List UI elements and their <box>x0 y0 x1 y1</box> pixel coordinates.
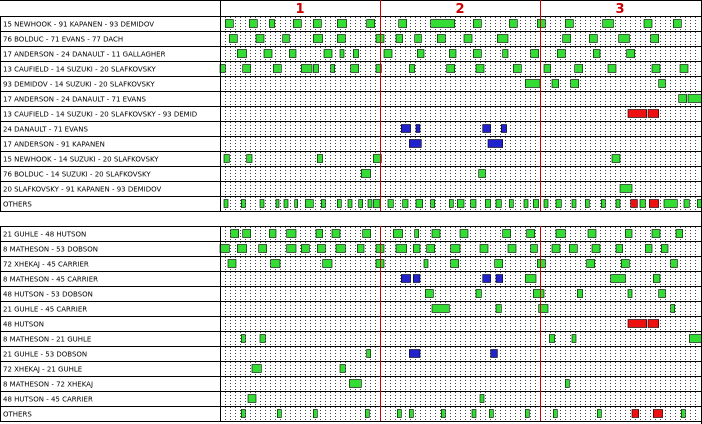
shift-bar <box>437 35 445 43</box>
row-label: 72 XHEKAJ - 21 GUHLE <box>3 365 83 374</box>
shift-bar <box>611 275 626 283</box>
shift-bar <box>587 260 595 268</box>
shift-bar <box>351 65 359 73</box>
shift-bar <box>496 275 503 283</box>
shift-bar <box>337 35 345 43</box>
shift-bar <box>337 200 341 208</box>
shift-bar <box>399 20 407 28</box>
shift-bar <box>401 125 410 133</box>
shift-bar <box>483 275 491 283</box>
shift-bar <box>544 65 551 73</box>
shift-bar <box>684 200 689 208</box>
row-label: 48 HUTSON <box>3 320 44 329</box>
shift-bar <box>509 20 517 28</box>
row-label: 8 MATHESON - 72 XHEKAJ <box>3 380 94 389</box>
shift-bar <box>317 245 325 253</box>
shift-bar <box>384 50 392 58</box>
shift-bar <box>416 200 423 208</box>
shift-bar <box>416 125 420 133</box>
shift-bar <box>589 35 597 43</box>
shift-bar <box>359 200 363 208</box>
shift-bar <box>248 395 256 403</box>
shift-bar <box>625 230 632 238</box>
shift-bar <box>367 350 371 358</box>
shift-bar <box>628 110 647 118</box>
shift-bar <box>457 200 464 208</box>
row-label: 21 GUHLE - 53 DOBSON <box>3 350 88 359</box>
shift-bar <box>409 410 413 418</box>
shift-bar <box>679 95 687 103</box>
shift-bar <box>565 380 569 388</box>
row-label: OTHERS <box>3 200 32 209</box>
shift-bar <box>321 200 325 208</box>
shift-bar <box>241 335 245 343</box>
shift-bar <box>495 260 503 268</box>
shift-bar <box>527 230 535 238</box>
panel-2 <box>0 226 702 422</box>
shift-bar <box>503 230 511 238</box>
shift-bar <box>585 200 589 208</box>
shift-bar <box>531 245 538 253</box>
row-label: 20 SLAFKOVSKY - 91 KAPANEN - 93 DEMIDOV <box>3 185 162 194</box>
row-label: 8 MATHESON - 53 DOBSON <box>3 245 98 254</box>
shift-bar <box>269 20 274 28</box>
shift-bar <box>496 305 501 313</box>
shift-bar <box>259 245 267 253</box>
row-label: 21 GUHLE - 45 CARRIER <box>3 305 88 314</box>
shift-bar <box>648 110 659 118</box>
shift-bar <box>295 200 298 208</box>
row-label: 21 GUHLE - 48 HUTSON <box>3 230 87 239</box>
shift-bar <box>552 245 560 253</box>
line-row <box>0 197 702 209</box>
shift-bar <box>373 200 380 208</box>
shift-bar <box>269 230 276 238</box>
shift-bar <box>533 290 544 298</box>
shift-bar <box>247 155 252 163</box>
shift-bar <box>249 20 257 28</box>
shift-bar <box>593 50 600 58</box>
shift-bar <box>271 260 280 268</box>
shift-bar <box>632 410 639 418</box>
shift-bar <box>556 230 565 238</box>
shift-bar <box>313 35 322 43</box>
shift-bar <box>473 20 481 28</box>
shift-bar <box>612 155 620 163</box>
shift-bar <box>476 290 481 298</box>
shift-bar <box>501 125 506 133</box>
shift-bar <box>305 200 313 208</box>
shift-bar <box>293 20 301 28</box>
shift-bar <box>460 230 468 238</box>
shift-bar <box>565 20 573 28</box>
shift-bar <box>681 410 685 418</box>
shift-bar <box>680 65 688 73</box>
shift-bar <box>409 140 421 148</box>
shift-bar <box>287 245 296 253</box>
shift-bar <box>224 155 229 163</box>
shift-bar <box>572 200 576 208</box>
shift-bar <box>491 350 498 358</box>
shift-bar <box>616 200 620 208</box>
shift-bar <box>496 200 501 208</box>
shift-bar <box>256 35 264 43</box>
shift-bar <box>619 35 630 43</box>
shift-bar <box>601 200 605 208</box>
shift-bar <box>264 50 272 58</box>
shift-bar <box>524 200 528 208</box>
line-row <box>0 62 702 74</box>
row-label: 17 ANDERSON - 24 DANAULT - 11 GALLAGHER <box>3 50 166 59</box>
shift-bar <box>525 80 540 88</box>
shift-bar <box>231 230 239 238</box>
row-label: 76 BOLDUC - 14 SUZUKI - 20 SLAFKOVSKY <box>3 170 151 179</box>
row-label: 13 CAUFIELD - 14 SUZUKI - 20 SLAFKOVSKY - 93 DEMID <box>3 110 198 119</box>
shift-bar <box>476 65 484 73</box>
shift-bar <box>471 200 476 208</box>
shift-bar <box>237 50 246 58</box>
shift-bar <box>659 290 666 298</box>
line-rows <box>0 16 702 422</box>
shift-bar <box>533 200 538 208</box>
row-label: OTHERS <box>3 410 32 419</box>
shift-bar <box>697 200 701 208</box>
shift-bar <box>652 65 660 73</box>
row-label: 48 HUTSON - 53 DOBSON <box>3 290 93 299</box>
shift-bar <box>237 245 246 253</box>
shift-bar <box>324 50 332 58</box>
shift-bar <box>283 35 290 43</box>
shift-bar <box>348 200 352 208</box>
shift-bar <box>473 50 481 58</box>
shift-bar <box>645 245 652 253</box>
shift-bar <box>659 80 666 88</box>
shift-bar <box>449 200 453 208</box>
shift-bar <box>368 200 372 208</box>
shift-bar <box>553 410 557 418</box>
shift-bar <box>388 200 393 208</box>
shift-bar <box>260 335 265 343</box>
shift-bar <box>603 20 614 28</box>
shift-bar <box>415 35 422 43</box>
shift-bar <box>451 245 460 253</box>
period-label-3: 3 <box>615 2 625 17</box>
shift-bar <box>413 275 420 283</box>
shift-bar <box>241 410 245 418</box>
shift-bar <box>631 200 638 208</box>
shift-bar <box>252 365 261 373</box>
shift-bar <box>489 410 493 418</box>
row-label: 48 HUTSON - 45 CARRIER <box>3 395 93 404</box>
shift-bar <box>243 230 251 238</box>
shift-bar <box>353 50 358 58</box>
shift-bar <box>396 245 407 253</box>
shift-bar <box>472 410 476 418</box>
shift-bar <box>689 335 702 343</box>
shift-bar <box>537 260 545 268</box>
shift-bar <box>229 35 237 43</box>
shift-bar <box>301 65 312 73</box>
shift-bar <box>479 170 486 178</box>
shift-bar <box>575 65 583 73</box>
row-label: 24 DANAULT - 71 EVANS <box>3 125 88 134</box>
shift-bar <box>608 65 616 73</box>
shift-bar <box>316 230 323 238</box>
shift-bar <box>424 260 428 268</box>
shift-bar <box>361 170 370 178</box>
shift-bar <box>401 275 410 283</box>
shift-bar <box>409 65 414 73</box>
shift-bar <box>313 65 318 73</box>
shift-bar <box>616 245 623 253</box>
shift-bar <box>447 65 455 73</box>
shift-bar <box>367 20 375 28</box>
shift-bar <box>241 200 245 208</box>
shift-bar <box>260 200 264 208</box>
row-label: 8 MATHESON - 21 GUHLE <box>3 335 92 344</box>
shift-bar <box>413 245 420 253</box>
row-label: 76 BOLDUC - 71 EVANS - 77 DACH <box>3 35 124 44</box>
shift-bar <box>673 20 681 28</box>
row-label: 8 MATHESON - 45 CARRIER <box>3 275 98 284</box>
row-label: 17 ANDERSON - 91 KAPANEN <box>3 140 105 149</box>
shift-bar <box>651 35 659 43</box>
shift-bar <box>648 320 659 328</box>
shift-bar <box>485 200 490 208</box>
period-label-1: 1 <box>295 2 305 17</box>
period-labels <box>295 2 624 17</box>
shift-bar <box>431 200 435 208</box>
shift-bar <box>531 50 539 58</box>
shift-bar <box>340 365 345 373</box>
shift-bar <box>480 395 484 403</box>
shift-bar <box>508 245 516 253</box>
shift-bar <box>313 20 321 28</box>
shift-bar <box>323 260 332 268</box>
shift-bar <box>331 65 335 73</box>
shift-bar <box>276 200 279 208</box>
shift-bar <box>628 320 647 328</box>
shift-bar <box>497 35 508 43</box>
shift-bar <box>363 230 371 238</box>
shift-bar <box>592 245 600 253</box>
row-label: 93 DEMIDOV - 14 SUZUKI - 20 SLAFKOVSKY <box>3 80 155 89</box>
shift-bar <box>417 50 424 58</box>
shift-bar <box>365 410 369 418</box>
shift-bar <box>409 350 420 358</box>
shift-bar <box>301 245 309 253</box>
shift-bar <box>228 260 236 268</box>
shift-bar <box>431 20 455 28</box>
shift-bar <box>415 230 419 238</box>
row-label: 15 NEWHOOK - 14 SUZUKI - 20 SLAFKOVSKY <box>3 155 159 164</box>
shift-bar <box>464 35 472 43</box>
shift-bar <box>449 50 456 58</box>
shift-bar <box>537 20 545 28</box>
shift-bar <box>284 200 288 208</box>
shift-bar <box>337 20 346 28</box>
shift-bar <box>480 245 488 253</box>
shift-bar <box>544 200 548 208</box>
shift-bar <box>644 20 652 28</box>
shift-bar <box>525 410 529 418</box>
shift-bar <box>277 410 281 418</box>
shift-bar <box>652 230 660 238</box>
shift-bar <box>688 95 702 103</box>
shift-bar <box>357 245 364 253</box>
shift-bar <box>313 410 317 418</box>
shift-bar <box>513 65 521 73</box>
shift-bar <box>620 185 632 193</box>
shift-bar <box>243 65 251 73</box>
row-label: 15 NEWHOOK - 91 KAPANEN - 93 DEMIDOV <box>3 20 154 29</box>
shift-bar <box>671 260 678 268</box>
shift-bar <box>220 245 229 253</box>
shift-bar <box>509 200 513 208</box>
shift-bar <box>640 200 645 208</box>
shift-bar <box>676 230 683 238</box>
row-label: 72 XHEKAJ - 45 CARRIER <box>3 260 89 269</box>
shift-bar <box>397 410 401 418</box>
shift-bar <box>289 50 296 58</box>
shift-bar <box>552 80 559 88</box>
shift-bar <box>627 50 635 58</box>
shift-bar <box>661 245 668 253</box>
shift-bar <box>488 140 503 148</box>
shift-bar <box>671 305 675 313</box>
shift-bar <box>549 335 554 343</box>
row-label: 17 ANDERSON - 24 DANAULT - 71 EVANS <box>3 95 146 104</box>
row-label: 13 CAUFIELD - 14 SUZUKI - 20 SLAFKOVSKY <box>3 65 156 74</box>
shift-bar <box>525 275 536 283</box>
shift-bar <box>349 380 361 388</box>
shift-bar <box>403 200 408 208</box>
shift-bar <box>432 230 440 238</box>
shift-bar <box>432 305 449 313</box>
shift-bar <box>653 410 662 418</box>
shift-bar <box>224 200 228 208</box>
shift-bar <box>572 335 576 343</box>
shift-bar <box>441 410 445 418</box>
shift-bar <box>621 260 629 268</box>
shift-bar <box>393 230 402 238</box>
line-row <box>0 377 702 389</box>
shift-bar <box>597 410 601 418</box>
shift-bar <box>340 50 344 58</box>
shift-bar <box>556 200 561 208</box>
shift-bar <box>664 200 677 208</box>
shift-bar <box>503 50 508 58</box>
shift-bar <box>588 230 596 238</box>
shift-bar <box>577 290 582 298</box>
shift-bar <box>483 125 491 133</box>
shift-bar <box>427 245 435 253</box>
shift-bar <box>225 20 233 28</box>
period-label-2: 2 <box>455 2 465 17</box>
shift-bar <box>273 65 281 73</box>
shift-bar <box>649 200 658 208</box>
shift-bar <box>628 290 632 298</box>
shift-bar <box>653 275 660 283</box>
shift-bar <box>287 230 296 238</box>
shift-bar <box>396 35 403 43</box>
shift-bar <box>569 245 577 253</box>
shift-bar <box>425 290 433 298</box>
shift-bar <box>317 155 322 163</box>
shift-bar <box>332 230 340 238</box>
shift-bar <box>571 80 579 88</box>
shift-bar <box>451 260 459 268</box>
shift-bar <box>336 245 345 253</box>
shift-bar <box>563 35 571 43</box>
panel-1 <box>0 16 702 212</box>
shift-bar <box>557 50 565 58</box>
